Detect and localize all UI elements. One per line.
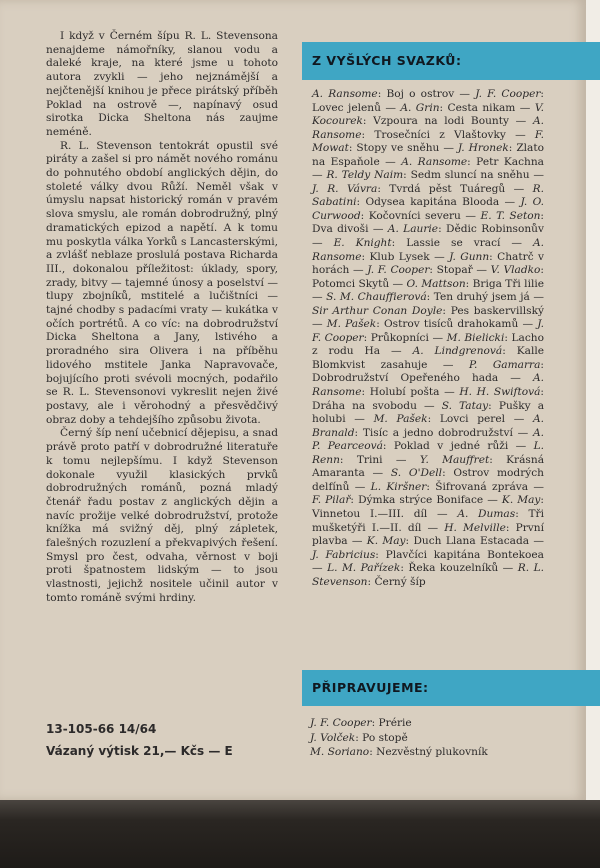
entry-author: A. P. Pearceová bbox=[312, 426, 544, 453]
entry-title: Trosečníci z Vlaštovky bbox=[374, 128, 506, 141]
published-entry: J. F. Cooper: Lovec jelenů bbox=[312, 88, 544, 114]
entry-title: Poklad v jedné růži bbox=[393, 440, 509, 453]
entry-title: Cesta nikam bbox=[447, 101, 516, 114]
published-entry: V. Vladko: Potomci Skytů bbox=[312, 264, 544, 290]
upcoming-heading: PŘIPRAVUJEME: bbox=[302, 670, 600, 706]
entry-title: Šifrovaná zpráva bbox=[435, 480, 529, 493]
published-entry: F. Pilař: Dýmka strýce Boniface bbox=[312, 494, 484, 507]
entry-title: Krásná Amaranta bbox=[312, 453, 545, 480]
entry-author: R. Teldy Naim bbox=[326, 169, 404, 182]
entry-title: Plavčíci kapitána Bontekoea bbox=[385, 548, 544, 561]
entry-author: A. Ransome bbox=[312, 88, 378, 100]
upcoming-list bbox=[310, 716, 570, 760]
entry-author: M. Pašek bbox=[326, 318, 377, 331]
published-entry: A. P. Pearceová: Poklad v jedné růži bbox=[312, 426, 544, 453]
entry-author: S. M. Chauffierová bbox=[326, 291, 427, 304]
published-entry: V. Kocourek: Vzpoura na lodi Bounty bbox=[312, 101, 544, 128]
entry-title: Kalle Blomkvist zasahuje bbox=[312, 345, 545, 371]
published-entry: A. Lindgrenová: Kalle Blomkvist zasahuje bbox=[312, 345, 545, 371]
entry-author: K. May bbox=[366, 535, 406, 548]
upcoming-entry: M. Soriano: Nezvěstný plukovník bbox=[310, 746, 488, 758]
blurb-paragraph-3: Černý šíp není učebnicí dějepisu, a snad právě proto patří v dobrodružné literatuře k tomu nejlepšímu. I když Stevenson dokonale využil klasických prvků dobrodružných románů, pozná mladý čtenář řadu postav z anglických dějin a navíc prožije velké dobrodružství, protože knížka má svižný děj, plný zápletek, falešných rozuzlení a překvapivých řešení. Smysl pro čest, odvaha, věrnost v boji proti špatnostem lidským — to jsou vlastnosti, jejichž nositele učinil autor v tomto románě svými hrdiny. bbox=[46, 427, 278, 604]
entry-title: Průkopníci bbox=[370, 331, 429, 344]
entry-author: A. Dumas bbox=[457, 507, 516, 520]
published-entry: L. Renn: Trini bbox=[312, 440, 544, 466]
entry-author: A. Ransome bbox=[401, 155, 468, 168]
blurb-paragraph-1: I když v Černém šípu R. L. Stevensona nenajdeme námořníky, slanou vodu a daleké kraje, na které jsme u tohoto autora zvykli — jeho nejznámější a nejčtenější knihou je přece pirátský příběh Poklad na ostrově —, napínavý osud sirotka Dicka Sheltona nás zaujme neméně. bbox=[46, 30, 278, 138]
entry-author: O. Mattson bbox=[406, 277, 466, 290]
published-entry: F. Mowat: Stopy ve sněhu bbox=[312, 128, 544, 155]
published-entry: R. Teldy Naim: Sedm sluncí na sněhu bbox=[326, 169, 530, 182]
published-entry: P. Gamarra: Dobrodružství Opeřeného hada bbox=[312, 358, 544, 385]
entry-title: Vzpoura na lodi Bounty bbox=[373, 115, 509, 128]
entry-title: Ten druhý jsem já bbox=[433, 291, 530, 304]
published-entry: A. Ransome: Trosečníci z Vlaštovky bbox=[312, 115, 544, 141]
entry-title: Boj o ostrov bbox=[386, 88, 455, 100]
published-entry: R. L. Stevenson: Černý šíp bbox=[312, 562, 544, 588]
published-entry: J. Fabricius: Plavčíci kapitána Bontekoea bbox=[312, 548, 544, 561]
blurb-text bbox=[46, 30, 278, 606]
entry-title: Dědic Robinsonův bbox=[445, 223, 544, 236]
entry-author: J. Fabricius bbox=[312, 548, 376, 561]
entry-title: Sedm sluncí na sněhu bbox=[410, 169, 530, 182]
entry-title: Tisíc a jedno dobrodružství bbox=[362, 426, 513, 439]
entry-title: Dobrodružství Opeřeného hada bbox=[312, 372, 499, 385]
entry-title: Petr Kachna bbox=[476, 155, 544, 168]
entry-author: L. Kiršner bbox=[370, 480, 427, 493]
published-entry: S. Tatay: Pušky a holubi bbox=[312, 399, 545, 426]
entry-title: Černý šíp bbox=[374, 575, 426, 588]
published-entry: A. Branald: Tisíc a jedno dobrodružství bbox=[312, 413, 545, 439]
entry-title: Zlato na Espaňole bbox=[312, 142, 545, 168]
entry-author: V. Vladko bbox=[490, 264, 541, 277]
entry-title: Holubí pošta bbox=[369, 386, 440, 399]
entry-author: H. Melville bbox=[444, 521, 506, 534]
entry-title: Tři mušketýři I.—II. díl bbox=[312, 507, 545, 534]
entry-author: J. F. Cooper bbox=[312, 318, 545, 344]
entry-title: Kočovníci severu bbox=[368, 209, 461, 222]
price-line: Vázaný výtisk 21,— Kčs — E bbox=[46, 744, 233, 758]
published-entry: M. Bielicki: Lacho z rodu Ha bbox=[312, 331, 545, 358]
published-entry: M. Pašek: Ostrov tisíců drahokamů bbox=[326, 318, 519, 331]
entry-title: Pušky a holubi bbox=[312, 399, 545, 426]
entry-author: J. F. Cooper bbox=[367, 264, 430, 277]
published-entry: O. Mattson: Briga Tři lilie bbox=[406, 277, 545, 290]
published-entry: J. O. Curwood: Kočovníci severu bbox=[312, 196, 544, 222]
entry-author: S. Tatay bbox=[441, 399, 489, 412]
entry-author: S. O'Dell bbox=[390, 467, 443, 480]
entry-author: Sir Arthur Conan Doyle bbox=[312, 304, 443, 317]
entry-author: J. F. Cooper bbox=[475, 88, 541, 100]
entry-title: Stopy ve sněhu bbox=[356, 142, 440, 155]
entry-title: Dýmka strýce Boniface bbox=[358, 494, 484, 507]
published-entry: A. Ransome: Petr Kachna bbox=[401, 155, 544, 168]
upcoming-entry: J. F. Cooper: Prérie bbox=[310, 717, 412, 729]
entry-author: A. Branald bbox=[312, 413, 545, 439]
entry-author: H. H. Swiftová bbox=[459, 386, 541, 399]
entry-title: Lovci perel bbox=[439, 413, 506, 426]
published-entry: A. Dumas: Tři mušketýři I.—II. díl bbox=[312, 507, 545, 534]
published-entry: S. O'Dell: Ostrov modrých delfínů bbox=[312, 467, 544, 493]
entry-title: Ostrov tisíců drahokamů bbox=[383, 318, 519, 331]
published-entry: K. May: Vinnetou I.—III. díl bbox=[312, 494, 544, 520]
published-entry: R. Sabatini: Odysea kapitána Blooda bbox=[312, 182, 544, 209]
entry-author: A. Ransome bbox=[312, 115, 544, 141]
entry-title: Duch Llana Estacada bbox=[413, 535, 530, 548]
entry-title: Řeka kouzelníků bbox=[408, 562, 499, 575]
upcoming-entry: J. Volček: Po stopě bbox=[310, 731, 408, 744]
catalog-number: 13-105-66 14/64 bbox=[46, 722, 157, 736]
entry-author: L. Renn bbox=[312, 440, 544, 466]
entry-title: Nezvěstný plukovník bbox=[376, 746, 488, 758]
published-entry: K. May: Duch Llana Estacada bbox=[366, 535, 530, 548]
entry-author: A. Lindgrenová bbox=[412, 345, 503, 358]
published-volumes-heading: Z VYŠLÝCH SVAZKŮ: bbox=[302, 42, 600, 80]
published-entry: Sir Arthur Conan Doyle: Pes baskervillský bbox=[312, 304, 545, 317]
blurb-paragraph-2: R. L. Stevenson tentokrát opustil své piráty a zašel si pro námět nového románu do pohnutého období anglických dějin, do stoleté války dvou Růží. Neměl však v úmyslu napsat historický román v pravém slova smyslu, ale román dobrodružný, plný dramatických epizod a napětí. A k tomu mu poskytla válka Yorků s Lancasterskými, a zvlášť neblaze proslulá postava Richarda III., dokonalou příležitost: úklady, spory, zrady, bitvy — tajemné únosy a poselství — tlupy zbojníků, mstitelé a lučištníci — tajné chodby s padacími vraty — kukátka v očích portrétů. A co víc: na dobrodružství Dicka Sheltona a Jany, lstivého a proradného sira Olivera i na příběhu lidového mstitele Janka Napravovače, bojujícího proti svévoli mocných, podařilo se R. L. Stevensonovi vykreslit nejen živé postavy, ale i věrohodný a přesvědčivý obraz doby a tehdejšího způsobu života. bbox=[46, 139, 278, 426]
entry-author: A. Laurie bbox=[387, 223, 439, 236]
entry-author: M. Bielicki bbox=[446, 331, 505, 344]
entry-author: F. Mowat bbox=[312, 128, 544, 155]
entry-author: J. O. Curwood bbox=[312, 196, 544, 222]
entry-author: L. M. Pařízek bbox=[327, 562, 401, 575]
entry-author: K. May bbox=[501, 494, 541, 507]
published-entry: M. Pašek: Lovci perel bbox=[373, 413, 506, 426]
entry-title: Lacho z rodu Ha bbox=[312, 331, 545, 358]
entry-title: Odysea kapitána Blooda bbox=[365, 196, 500, 209]
entry-author: J. Volček bbox=[310, 731, 356, 744]
entry-title: Dráha na svobodu bbox=[312, 399, 417, 412]
entry-title: Briga Tři lilie bbox=[472, 277, 545, 290]
entry-author: R. Sabatini bbox=[312, 182, 544, 209]
cover-bottom-edge bbox=[0, 800, 600, 868]
published-entry: J. R. Vávra: Tvrdá pěst Tuáregů bbox=[312, 182, 506, 195]
published-entry: S. M. Chauffierová: Ten druhý jsem já bbox=[326, 291, 530, 304]
entry-author: A. Ransome bbox=[312, 372, 544, 399]
entry-title: Dva divoši bbox=[312, 223, 369, 236]
published-entry: A. Grin: Cesta nikam bbox=[400, 101, 516, 114]
entry-title: Lassie se vrací bbox=[406, 237, 501, 250]
published-entry: A. Ransome: Klub Lysek bbox=[312, 237, 544, 263]
entry-title: Ostrov modrých delfínů bbox=[312, 467, 544, 493]
entry-title: Lovec jelenů bbox=[312, 101, 381, 114]
entry-title: Klub Lysek bbox=[369, 250, 430, 263]
entry-author: E. Knight bbox=[333, 237, 392, 250]
published-entry: A. Laurie: Dědic Robinsonův bbox=[387, 223, 544, 236]
entry-author: A. Ransome bbox=[312, 237, 544, 263]
entry-title: Po stopě bbox=[362, 731, 408, 744]
entry-title: Prérie bbox=[378, 717, 412, 729]
entry-title: Potomci Skytů bbox=[312, 277, 390, 290]
published-entry: J. Hronek: Zlato na Espaňole bbox=[312, 142, 545, 168]
entry-author: E. T. Seton bbox=[480, 209, 541, 222]
entry-author: J. Gunn bbox=[449, 250, 490, 263]
entry-author: M. Pašek bbox=[373, 413, 428, 426]
published-entry: J. F. Cooper: Stopař bbox=[367, 264, 473, 277]
published-entry: A. Ransome: Boj o ostrov bbox=[312, 88, 455, 100]
published-entry: H. H. Swiftová: Dráha na svobodu bbox=[312, 386, 544, 412]
entry-author: P. Gamarra bbox=[468, 358, 541, 371]
entry-author: V. Kocourek bbox=[312, 101, 544, 128]
published-entry: E. T. Seton: Dva divoši bbox=[312, 209, 544, 236]
entry-author: Y. Mauffret bbox=[419, 453, 490, 466]
published-entry: L. Kiršner: Šifrovaná zpráva bbox=[370, 480, 529, 493]
published-entry: L. M. Pařízek: Řeka kouzelníků bbox=[327, 562, 499, 575]
publication-codes bbox=[46, 718, 286, 762]
published-entry: J. F. Cooper: Průkopníci bbox=[312, 318, 545, 344]
entry-title: První plavba bbox=[312, 521, 544, 548]
entry-title: Chatrč v horách bbox=[312, 250, 544, 277]
entry-title: Vinnetou I.—III. díl bbox=[312, 507, 428, 520]
published-entry: J. Gunn: Chatrč v horách bbox=[312, 250, 544, 277]
entry-title: Pes baskervillský bbox=[450, 304, 545, 317]
entry-title: Tvrdá pěst Tuáregů bbox=[389, 182, 506, 195]
entry-author: J. R. Vávra bbox=[312, 182, 378, 195]
entry-title: Trini bbox=[356, 453, 383, 466]
published-entry: A. Ransome: Holubí pošta bbox=[312, 372, 544, 399]
published-entry: H. Melville: První plavba bbox=[312, 521, 544, 548]
published-entry: Y. Mauffret: Krásná Amaranta bbox=[312, 453, 545, 480]
entry-author: M. Soriano bbox=[310, 746, 370, 758]
published-entry: E. Knight: Lassie se vrací bbox=[333, 237, 501, 250]
entry-author: J. Hronek bbox=[457, 142, 509, 155]
entry-author: A. Grin bbox=[400, 101, 440, 114]
entry-author: J. F. Cooper bbox=[310, 717, 372, 729]
entry-author: F. Pilař bbox=[312, 494, 351, 507]
published-volumes-list: A. Ransome: Boj o ostrov — J. F. Cooper: Lovec jelenů — A. Grin: Cesta nikam — V. Kocourek: Vzpoura na lodi Bounty — A. Ransome: Trosečníci z Vlaštovky — F. Mowat: Stopy ve sněhu — J. Hronek: Zlato na Espaňole — A. Ransome: Petr Kachna — R. Teldy Naim: Sedm sluncí na sněhu — J. R. Vávra: Tvrdá pěst Tuáregů — R. Sabatini: Odysea kapitána Blooda — J. O. Curwood: Kočovníci severu — E. T. Seton: Dva divoši — A. Laurie: Dědic Robinsonův — E. Knight: Lassie se vrací — A. Ransome: Klub Lysek — J. Gunn: Chatrč v horách — J. F. Cooper: Stopař — V. Vladko: Potomci Skytů — O. Mattson: Briga Tři lilie — S. M. Chauffierová: Ten druhý jsem já — Sir Arthur Conan Doyle: Pes baskervillský — M. Pašek: Ostrov tisíců drahokamů — J. F. Cooper: Průkopníci — M. Bielicki: Lacho z rodu Ha — A. Lindgrenová: Kalle Blomkvist zasahuje — P. Gamarra: Dobrodružství Opeřeného hada — A. Ransome: Holubí pošta — H. H. Swiftová: Dráha na svobodu — S. Tatay: Pušky a holubi — M. Pašek: Lovci perel — A. Branald: Tisíc a jedno dobrodružství — A. P. Pearceová: Poklad v jedné růži — L. Renn: Trini — Y. Mauffret: Krásná Amaranta — S. O'Dell: Ostrov modrých delfínů — L. Kiršner: Šifrovaná zpráva — F. Pilař: Dýmka strýce Boniface — K. May: Vinnetou I.—III. díl — A. Dumas: Tři mušketýři I.—II. díl — H. Melville: První plavba — K. May: Duch Llana Estacada — J. Fabricius: Plavčíci kapitána Bontekoea — L. M. Pařízek: Řeka kouzelníků — R. L. Stevenson: Černý šíp bbox=[312, 88, 545, 588]
entry-author: R. L. Stevenson bbox=[312, 562, 544, 588]
entry-title: Stopař bbox=[436, 264, 473, 277]
